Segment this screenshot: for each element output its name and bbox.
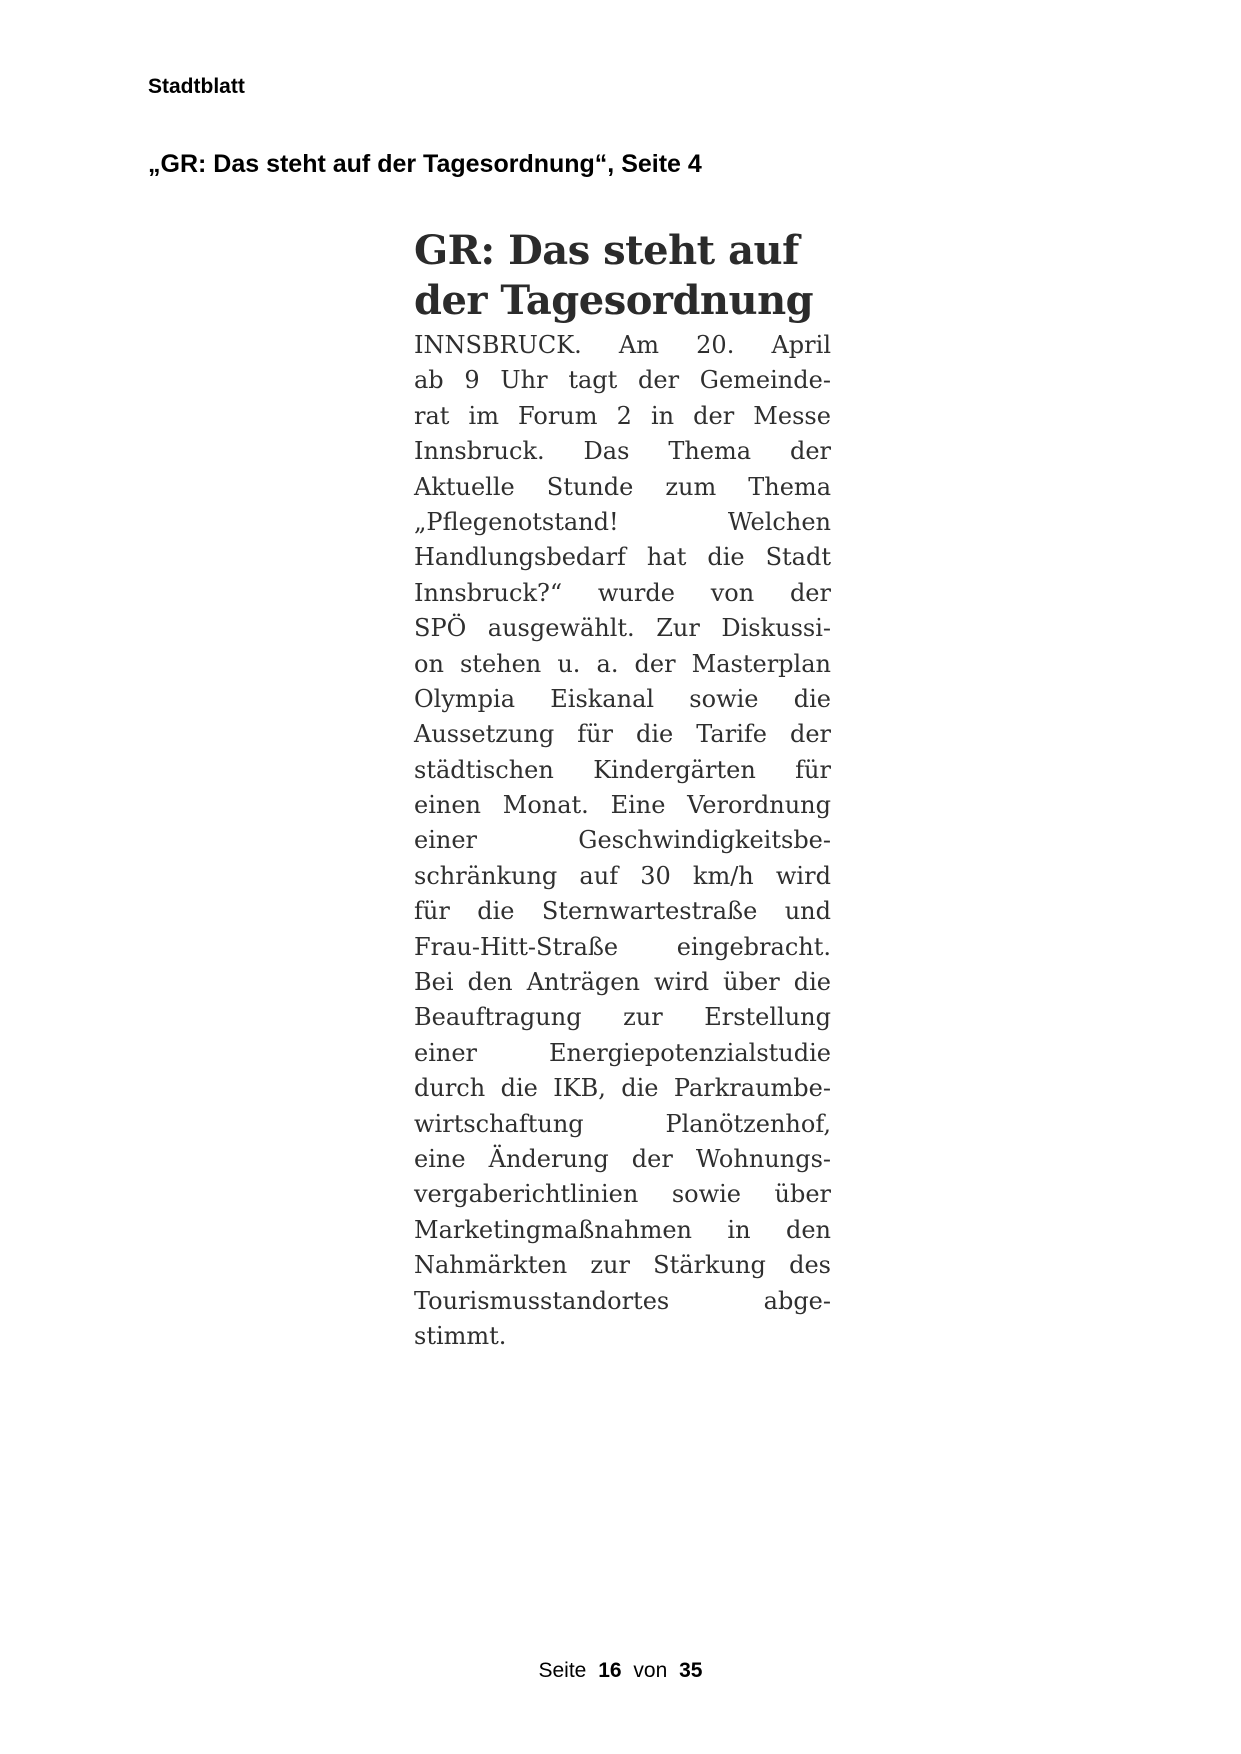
footer-prefix: Seite xyxy=(538,1659,587,1682)
article-line: vergaberichtlinien sowie über xyxy=(414,1180,831,1209)
article-line: on stehen u. a. der Masterplan xyxy=(414,649,831,678)
headline-line: GR: Das steht auf xyxy=(414,227,799,274)
page-footer xyxy=(0,1658,1241,1684)
article-line: Olympia Eiskanal sowie die xyxy=(414,684,831,713)
article-line: ab 9 Uhr tagt der Gemeinde- xyxy=(414,366,831,395)
current-page-number: 16 xyxy=(598,1659,622,1682)
article-line: Marketingmaßnahmen in den xyxy=(414,1215,831,1244)
article-line: SPÖ ausgewählt. Zur Diskussi- xyxy=(414,614,831,643)
article-line: wirtschaftung Planötzenhof, xyxy=(414,1109,831,1138)
article-line: durch die IKB, die Parkraumbe- xyxy=(414,1074,831,1103)
article-line: für die Sternwartestraße und xyxy=(414,897,831,926)
article-line: einer Energiepotenzialstudie xyxy=(414,1038,831,1067)
article-line: Beauftragung zur Erstellung xyxy=(414,1003,831,1032)
total-page-count: 35 xyxy=(679,1659,703,1682)
article-line: stimmt. xyxy=(414,1321,507,1350)
article-line: eine Änderung der Wohnungs- xyxy=(414,1144,831,1173)
article-line: „Pflegenotstand! Welchen xyxy=(414,507,831,536)
article-line: Handlungsbedarf hat die Stadt xyxy=(414,543,831,572)
headline-line: der Tagesordnung xyxy=(414,277,814,324)
article-line: Aussetzung für die Tarife der xyxy=(414,720,831,749)
article-body xyxy=(414,328,831,1354)
article-line: Aktuelle Stunde zum Thema xyxy=(414,472,831,501)
article-line: schränkung auf 30 km/h wird xyxy=(414,861,831,890)
article-line: Tourismusstandortes abge- xyxy=(414,1286,831,1315)
article-line: städtischen Kindergärten für xyxy=(414,755,831,784)
footer-separator: von xyxy=(633,1659,668,1682)
article-line: Nahmärkten zur Stärkung des xyxy=(414,1251,831,1280)
article-line: Bei den Anträgen wird über die xyxy=(414,968,831,997)
article-line: Innsbruck. Das Thema der xyxy=(414,437,831,466)
article-line: Innsbruck?“ wurde von der xyxy=(414,578,831,607)
document-title: „GR: Das steht auf der Tagesordnung“, Seite 4 xyxy=(148,150,702,178)
article-line: Frau-Hitt-Straße eingebracht. xyxy=(414,932,831,961)
article-line: einen Monat. Eine Verordnung xyxy=(414,791,831,820)
article-line: INNSBRUCK. Am 20. April xyxy=(414,331,831,359)
article-line: rat im Forum 2 in der Messe xyxy=(414,401,831,430)
publication-name: Stadtblatt xyxy=(148,75,245,98)
article-line: einer Geschwindigkeitsbe- xyxy=(414,826,831,855)
article-headline xyxy=(414,226,831,326)
article-clipping xyxy=(414,226,831,1354)
